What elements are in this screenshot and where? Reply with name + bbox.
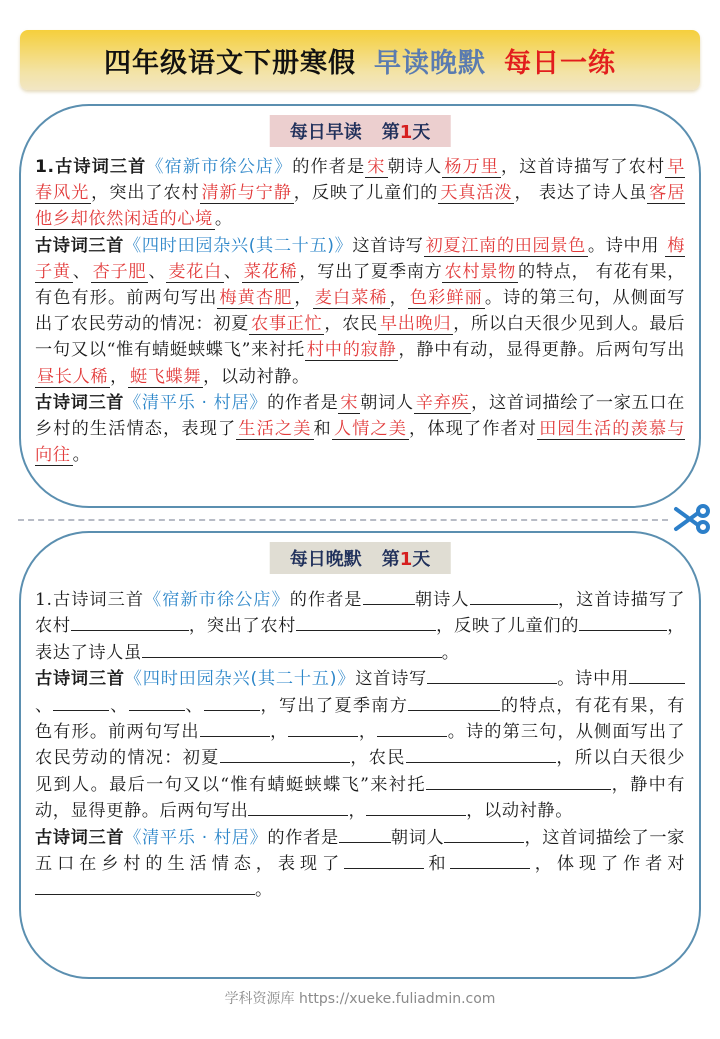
fill-blank[interactable]: [53, 693, 109, 711]
scissors-icon: [672, 503, 712, 535]
title-banner: [20, 30, 700, 90]
answer: 清新与宁静: [201, 183, 292, 204]
answer: 村中的寂静: [306, 340, 397, 361]
fill-blank[interactable]: [450, 851, 530, 869]
fill-blank[interactable]: [220, 745, 350, 763]
fill-blank[interactable]: [579, 613, 667, 631]
title-daily: 每日一练: [504, 47, 616, 79]
footer-watermark: 学科资源库 https://xueke.fuliadmin.com: [224, 991, 496, 1007]
answer: 麦花白: [168, 261, 222, 282]
answer: 杏子肥: [92, 261, 147, 282]
fill-blank[interactable]: [71, 613, 189, 631]
fill-blank[interactable]: [406, 745, 556, 763]
fill-blank[interactable]: [344, 851, 424, 869]
fill-blank[interactable]: [288, 719, 358, 737]
fill-blank[interactable]: [408, 693, 500, 711]
answer: 初夏江南的田园景色: [425, 235, 586, 256]
evening-badge: [270, 542, 451, 574]
answer: 昼长人稀: [37, 366, 109, 387]
fill-blank[interactable]: [377, 719, 447, 737]
answer: 杨万里: [444, 157, 499, 177]
title-grade: 四年级语文下册寒假: [104, 47, 356, 79]
fill-blank[interactable]: [129, 693, 185, 711]
answer: 宋: [340, 392, 359, 413]
badge-label: 每日早读: [289, 122, 362, 143]
answer: 早春风光: [35, 157, 685, 204]
morning-question-1: 1.古诗词三首《宿新市徐公店》的作者是 宋 朝诗人 杨万里 ，这首诗描写了农村 早春风光 ，突出了农村 清新与宁静 ，反映了儿童们的 天真活泼 ， 表达了诗人虽 客居他乡却依然闲适的心境 。: [35, 157, 685, 230]
badge-label: 每日晚默: [289, 549, 362, 570]
fill-blank[interactable]: [426, 772, 611, 790]
answer: 生活之美: [238, 419, 312, 440]
evening-body: [35, 587, 685, 904]
answer: 人情之美: [333, 419, 408, 440]
answer: 梅子黄: [35, 235, 685, 282]
badge-day: 第1天: [381, 549, 431, 570]
answer: 田园生活的羡慕与向往: [35, 419, 685, 466]
fill-blank[interactable]: [200, 719, 270, 737]
fill-blank[interactable]: [470, 587, 558, 605]
fill-blank[interactable]: [339, 825, 391, 843]
fill-blank[interactable]: [444, 825, 524, 843]
answer: 农事正忙: [251, 314, 323, 335]
fill-blank[interactable]: [629, 666, 685, 684]
answer: 梅黄杏肥: [219, 288, 293, 309]
cut-line-divider: [18, 519, 668, 521]
answer: 客居他乡却依然闲适的心境: [35, 183, 685, 230]
fill-blank[interactable]: [142, 640, 442, 658]
fill-blank[interactable]: [363, 587, 415, 605]
morning-body: [35, 154, 685, 468]
badge-day: 第1天: [381, 122, 431, 143]
answer: 色彩鲜丽: [409, 288, 483, 309]
morning-reading-card: [19, 104, 701, 508]
fill-blank[interactable]: [427, 666, 557, 684]
answer: 宋: [367, 157, 386, 177]
evening-dictation-card: [19, 531, 701, 979]
morning-question-2: 古诗词三首《四时田园杂兴(其二十五)》这首诗写 初夏江南的田园景色 。诗中用 梅子黄 、 杏子肥 、 麦花白 、 菜花稀 ，写出了夏季南方 农村景物 的特点， 有花有果，有色有形。前两句写出 梅黄杏肥 ， 麦白菜稀 ， 色彩鲜丽 。诗的第三句，从侧面写出了农民劳动的情况：初夏 农事正忙 ，农民 早出晚归 ，所以白天很少见到人。最后一句又以“惟有蜻蜓蛱蝶飞”来衬托 村中的寂静 ，静中有动，显得更静。后两句写出昼长人稀 ， 蜓飞蝶舞 ，以动衬静。: [35, 235, 686, 387]
answer: 天真活泼: [440, 183, 513, 204]
answer: 菜花稀: [243, 261, 298, 282]
answer: 农村景物: [444, 261, 516, 282]
answer: 蜓飞蝶舞: [129, 366, 202, 387]
answer: 麦白菜稀: [314, 288, 388, 309]
fill-blank[interactable]: [248, 798, 348, 816]
answer: 辛弃疾: [415, 392, 470, 413]
morning-badge: [270, 115, 451, 147]
fill-blank[interactable]: [366, 798, 466, 816]
title-theme: 早读晚默: [374, 47, 486, 79]
fill-blank[interactable]: [204, 693, 260, 711]
answer: 早出晚归: [379, 314, 452, 335]
fill-blank[interactable]: [296, 613, 436, 631]
fill-blank[interactable]: [35, 877, 255, 895]
evening-question-3: 古诗词三首《清平乐 · 村居》的作者是 朝词人 ，这首词描绘了一家五口在乡村的生活情态，表现了 和 ，体现了作者对。: [35, 825, 685, 904]
evening-question-2: 古诗词三首《四时田园杂兴(其二十五)》这首诗写 。诗中用、 、 、 ，写出了夏季南方 的特点，有花有果，有色有形。前两句写出 ， ， 。诗的第三句，从侧面写出了农民劳动的情况：初夏 ，农民 ，所以白天很少见到人。最后一句又以“惟有蜻蜓蛱蝶飞”来衬托 ，静中有动，显得更静。后两句写出 ， ，以动衬静。: [35, 666, 685, 824]
evening-question-1: 1.古诗词三首《宿新市徐公店》的作者是 朝诗人 ，这首诗描写了农村 ，突出了农村 ，反映了儿童们的 ， 表达了诗人虽 。: [35, 587, 685, 666]
morning-question-3: 古诗词三首《清平乐 · 村居》的作者是 宋 朝词人 辛弃疾 ，这首词描绘了一家五口在乡村的生活情态，表现了 生活之美 和 人情之美 ，体现了作者对 田园生活的羡慕与向往 。: [35, 392, 685, 466]
